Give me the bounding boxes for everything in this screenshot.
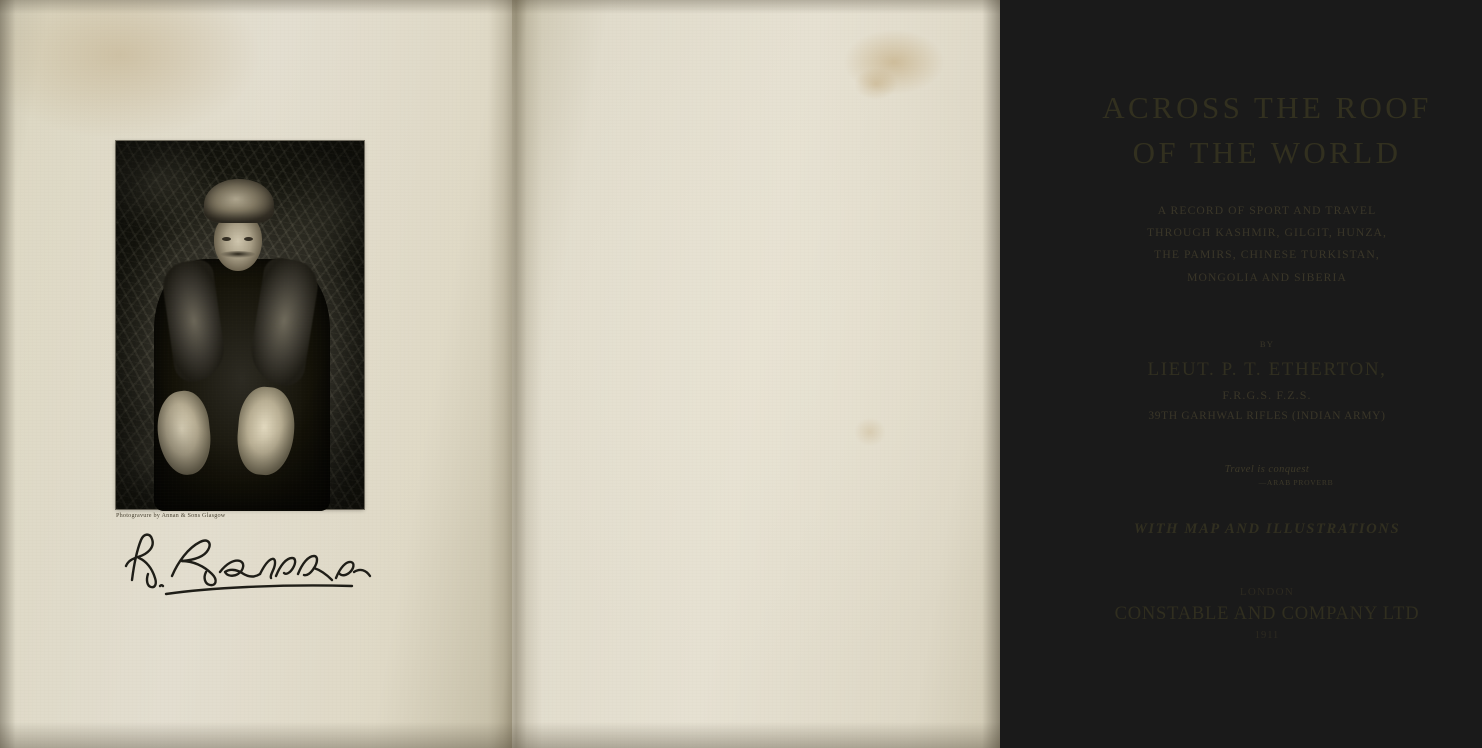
photograph-credit: Photogravure by Annan & Sons Glasgow: [116, 512, 226, 519]
subtitle-line: THROUGH KASHMIR, GILGIT, HUNZA,: [1147, 226, 1387, 240]
by-label: BY: [1259, 338, 1275, 349]
left-page-frontispiece: [0, 0, 512, 748]
imprint-year: 1911: [1254, 630, 1280, 641]
author-portrait-photograph: [116, 141, 364, 509]
author-name: LIEUT. P. T. ETHERTON,: [1147, 358, 1387, 380]
author-regiment: 39TH GARHWAL RIFLES (INDIAN ARMY): [1148, 409, 1386, 422]
right-page-title-page: [512, 0, 1432, 748]
subtitle-line: THE PAMIRS, CHINESE TURKISTAN,: [1154, 248, 1380, 262]
author-degrees: F.R.G.S. F.Z.S.: [1222, 387, 1312, 402]
book-title-line-1: ACROSS THE ROOF: [1102, 90, 1432, 125]
with-map-and-illustrations: WITH MAP AND ILLUSTRATIONS: [1133, 520, 1401, 537]
epigraph-source: —ARAB PROVERB: [1258, 477, 1334, 487]
frontispiece-plate: [86, 96, 386, 536]
publisher-imprint: [1052, 586, 1482, 641]
subtitle-line: MONGOLIA AND SIBERIA: [1187, 270, 1347, 284]
photo-vignette: [116, 141, 364, 509]
book-subtitle: [1052, 200, 1482, 289]
epigraph-text: Travel is conquest: [1224, 463, 1310, 475]
subtitle-line: A RECORD OF SPORT AND TRAVEL: [1157, 203, 1377, 217]
title-block: [1052, 86, 1482, 538]
imprint-city: LONDON: [1239, 586, 1295, 598]
author-signature: [108, 528, 398, 598]
book-title-line-2: OF THE WORLD: [1132, 134, 1402, 170]
imprint-publisher: CONSTABLE AND COMPANY LTD: [1114, 604, 1420, 624]
